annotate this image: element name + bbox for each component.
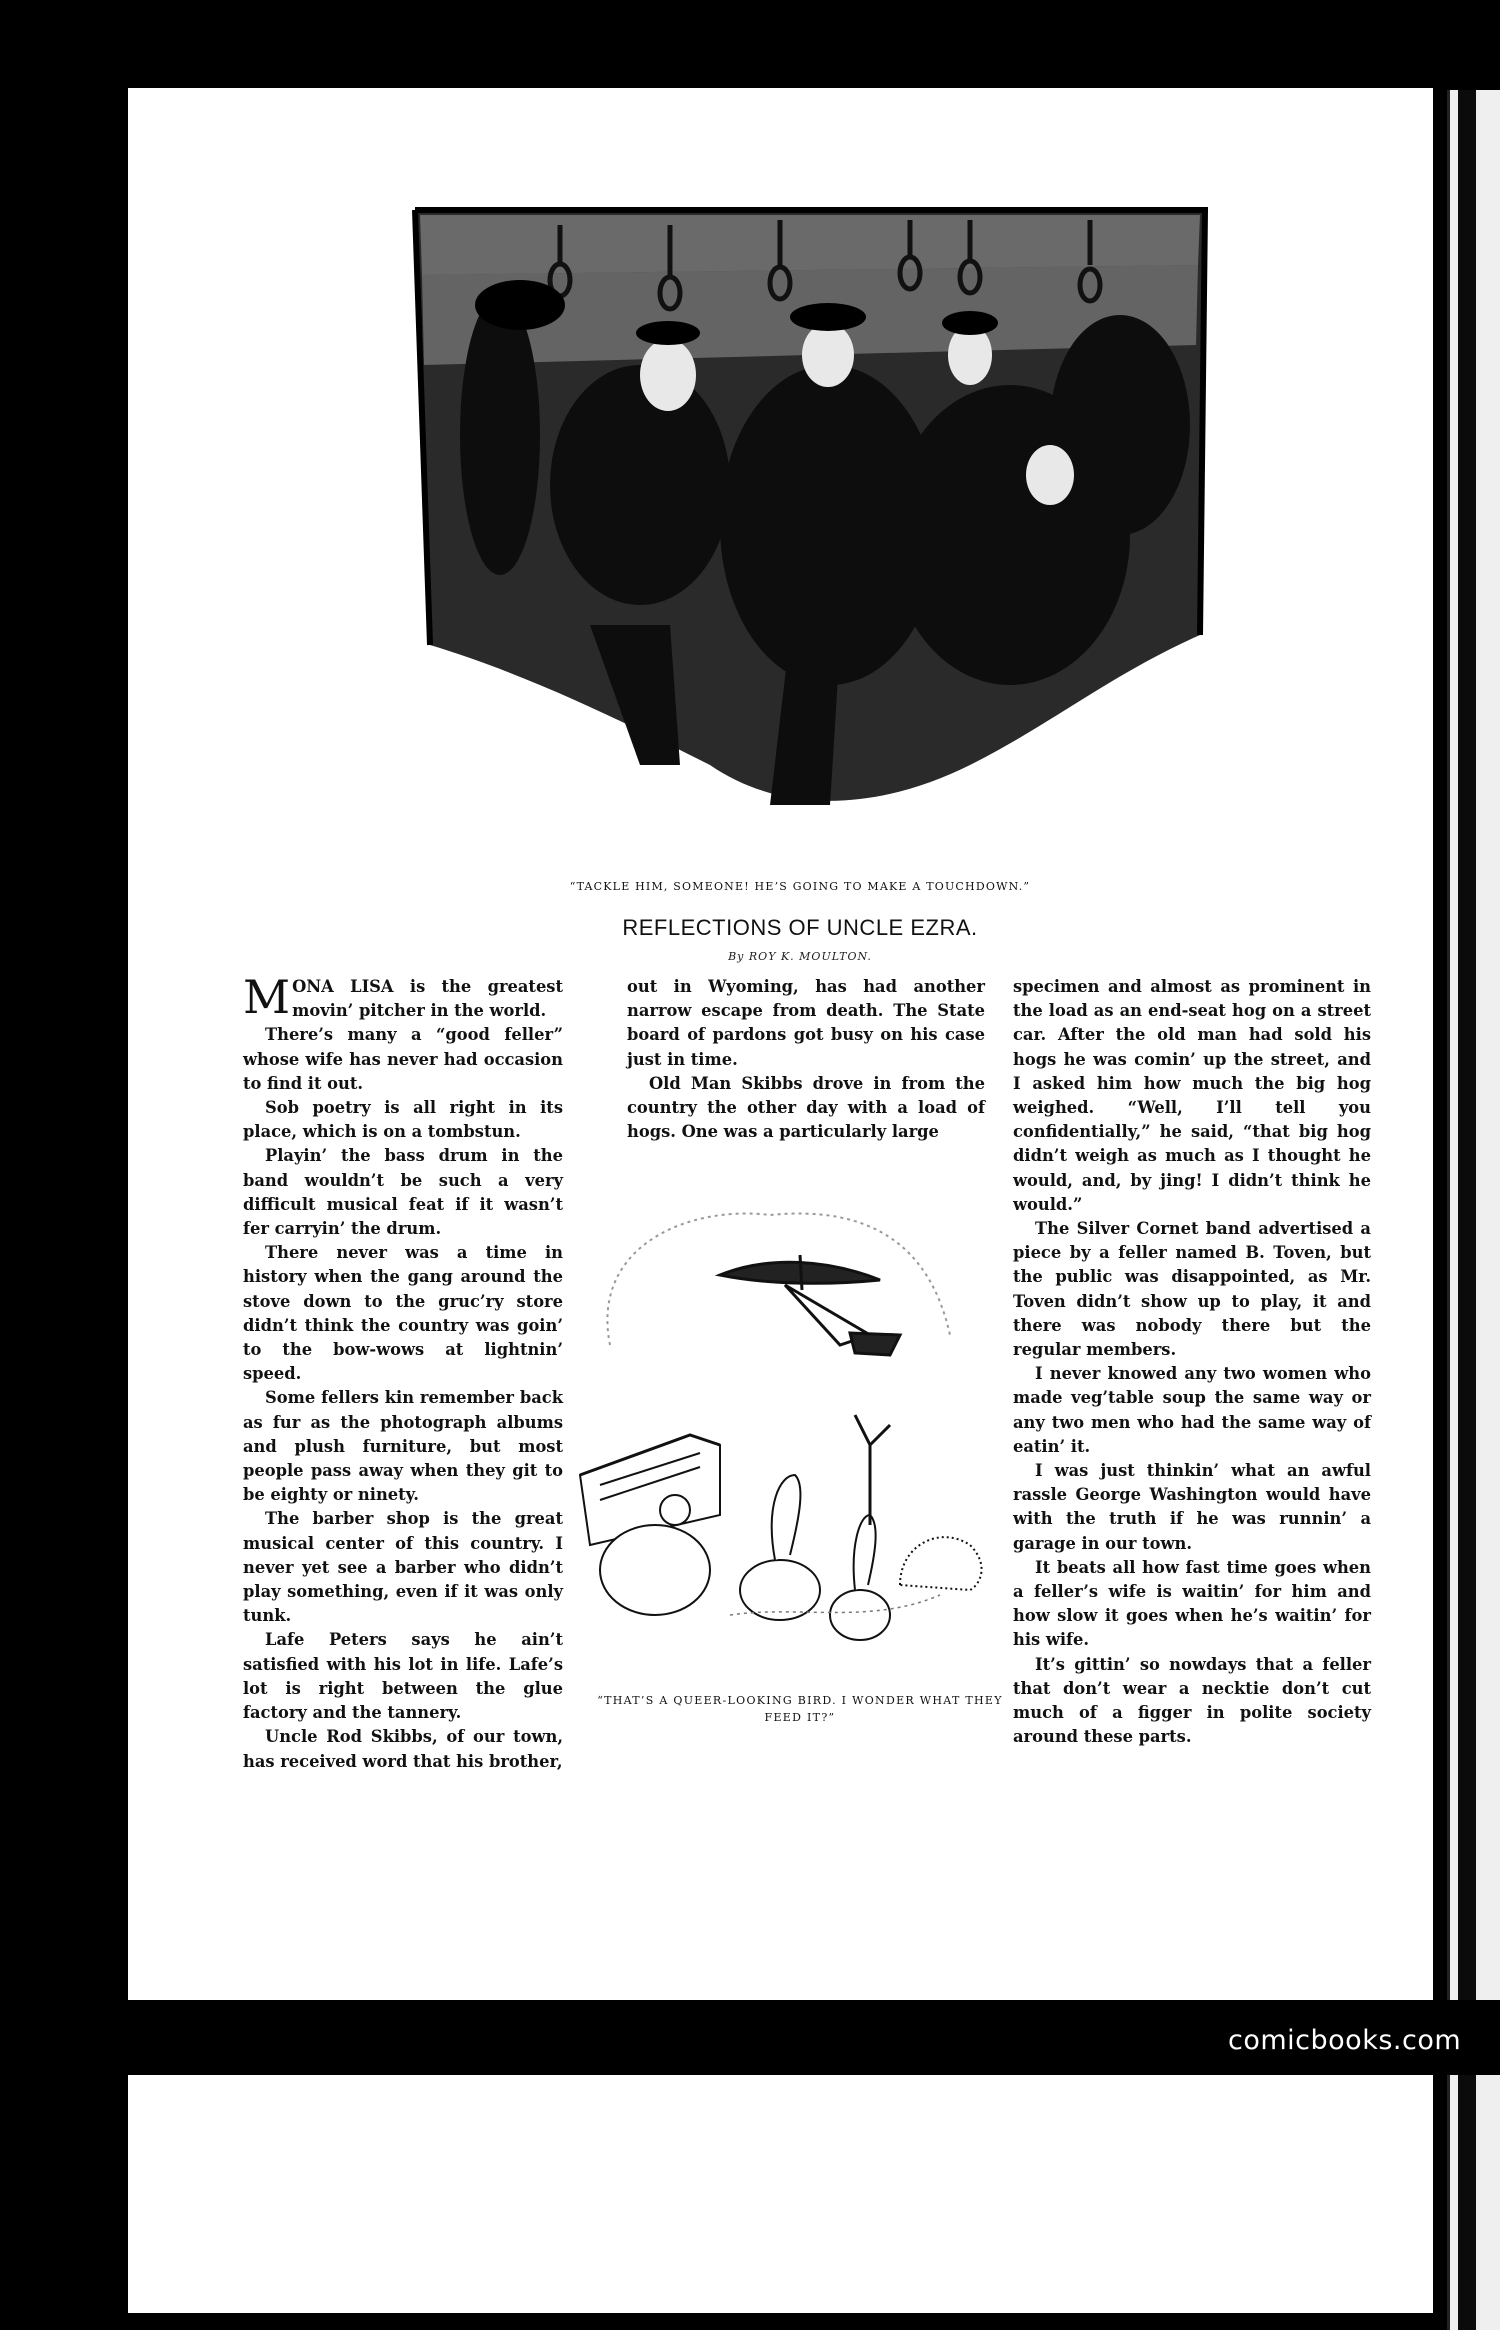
paragraph: Some fellers kin remember back as fur as the photograph albums and plush furniture, but most people pass away when they git to be eighty or ninety. bbox=[243, 1388, 563, 1505]
adjacent-page-edge bbox=[1447, 90, 1500, 2330]
drop-cap: M bbox=[243, 970, 291, 1024]
paragraph: Uncle Rod Skibbs, of our town, has received word that his brother, bbox=[243, 1727, 563, 1771]
paragraph: Sob poetry is all right in its place, which is on a tombstun. bbox=[243, 1098, 563, 1142]
article-byline: By ROY K. MOULTON. bbox=[728, 950, 872, 963]
paragraph: It beats all how fast time goes when a feller’s wife is waitin’ for him and how slow it goes when he’s waitin’ for his wife. bbox=[1013, 1557, 1371, 1650]
paragraph: MONA LISA is the greatest movin’ pitcher in the world. bbox=[243, 970, 563, 1024]
paragraph: Old Man Skibbs drove in from the country the other day with a load of hogs. One was a particularly large bbox=[627, 1073, 985, 1142]
paragraph: There never was a time in history when the gang around the stove down to the gruc’ry store didn’t think the country was goin’ to the bow-wows at lightnin’ speed. bbox=[243, 1243, 563, 1384]
article-title: REFLECTIONS OF UNCLE EZRA. bbox=[622, 915, 978, 940]
middle-illustration-caption: “THAT’S A QUEER-LOOKING BIRD. I WONDER WHAT THEY FEED IT?” bbox=[597, 1694, 1003, 1724]
paragraph: I never knowed any two women who made veg’table soup the same way or any two men who had the same way of eatin’ it. bbox=[1013, 1364, 1371, 1456]
site-watermark: comicbooks.com bbox=[1228, 2025, 1462, 2056]
paragraph: Playin’ the bass drum in the band wouldn’t be such a very difficult musical feat if it wasn’t fer carryin’ the drum. bbox=[243, 1146, 563, 1239]
article-column-1 bbox=[243, 970, 563, 1774]
paragraph: I was just thinkin’ what an awful rassle George Washington would have with the truth if he was runnin’ a garage in our town. bbox=[1013, 1461, 1371, 1553]
paragraph: The barber shop is the great musical center of this country. I never yet see a barber who didn’t play something, even if it was only tunk. bbox=[243, 1509, 563, 1626]
paragraph: specimen and almost as prominent in the load as an end-seat hog on a street car. After the old man had sold his hogs he was comin’ up the street, and I asked him how much the big hog weighed. “Well, I’ll tell you confidentially,” he said, “that big hog didn’t weigh as much as I thought he would, and, by jing! I didn’t think he would.” bbox=[1013, 977, 1371, 1214]
article-column-2 bbox=[627, 975, 985, 1144]
top-illustration-caption: “TACKLE HIM, SOMEONE! HE’S GOING TO MAKE A TOUCHDOWN.” bbox=[569, 880, 1031, 893]
paragraph: out in Wyoming, has had another narrow escape from death. The State board of pardons got busy on his case just in time. bbox=[627, 977, 985, 1069]
barnyard-airplane-illustration bbox=[570, 1185, 1000, 1685]
article-column-3 bbox=[1013, 975, 1371, 1750]
paragraph: There’s many a “good feller” whose wife has never had occasion to find it out. bbox=[243, 1025, 563, 1093]
paragraph: The Silver Cornet band advertised a piece by a feller named B. Toven, but the public was disappointed, as Mr. Toven didn’t show up to play, it and there was nobody there but the regular members. bbox=[1013, 1219, 1371, 1360]
streetcar-illustration bbox=[410, 205, 1210, 825]
paragraph: Lafe Peters says he ain’t satisfied with his lot in life. Lafe’s lot is right between the glue factory and the tannery. bbox=[243, 1630, 563, 1723]
paragraph: It’s gittin’ so nowdays that a feller that don’t wear a necktie don’t cut much of a figger in polite society around these parts. bbox=[1013, 1654, 1371, 1747]
